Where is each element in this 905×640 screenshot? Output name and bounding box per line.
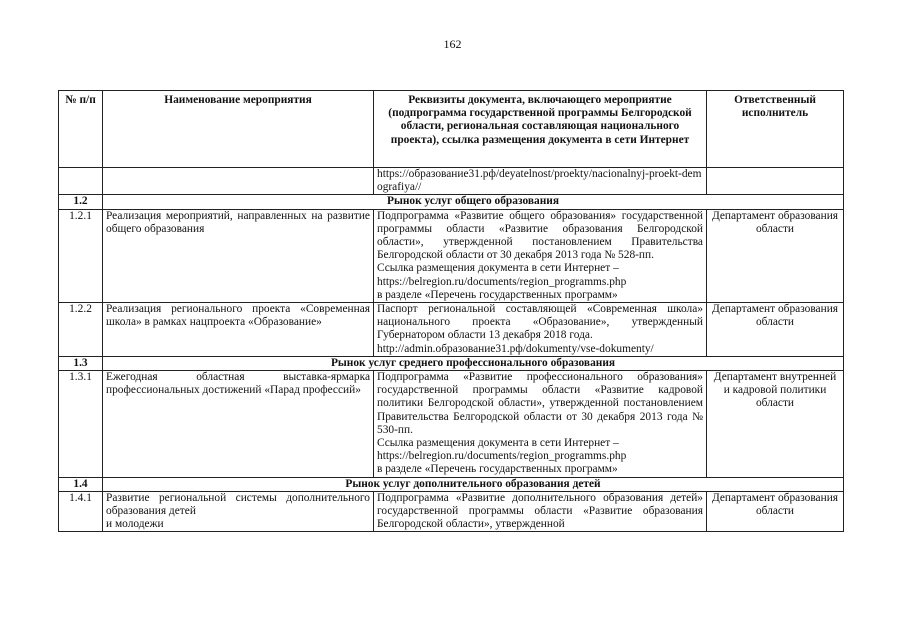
doc-link[interactable]: https://belregion.ru/documents/region_programms.php: [377, 275, 627, 288]
table-row-1-2-2: [59, 303, 844, 357]
row-doc: [374, 209, 707, 302]
table-row-1-4-1: [59, 491, 844, 532]
row-name: Ежегодная областная выставка-ярмарка профессиональных достижений «Парад профессий»: [103, 371, 374, 478]
row-executor: [707, 371, 844, 478]
section-num: 1.3: [59, 356, 103, 370]
doc-text: Паспорт региональной составляющей «Современная школа» национального проекта «Образование», утвержденный Губернатором области 13 декабря 2018 года.: [377, 303, 703, 342]
header-name: Наименование мероприятия: [103, 91, 374, 168]
row-doc: [374, 303, 707, 357]
header-doc: Реквизиты документа, включающего мероприятие (подпрограмма государственной программы Белгородской области, региональная составляющая национального проекта), ссылка размещения документа в сети Интернет: [374, 91, 707, 168]
executor-line: Департамент внутренней: [713, 371, 837, 384]
table-row-continuation: [59, 168, 844, 195]
header-num: № п/п: [59, 91, 103, 168]
table-row-1-2-1: [59, 209, 844, 302]
section-num: 1.4: [59, 477, 103, 491]
doc-text: Подпрограмма «Развитие общего образования» государственной программы области «Развитие образования Белгородской области», утвержденной постановлением Правительства Белгородской области от 30 декабря 2013 года № 528-пп.: [377, 209, 703, 262]
row-num: 1.4.1: [59, 491, 103, 532]
doc-link-label: Ссылка размещения документа в сети Интернет –: [377, 262, 619, 275]
section-title: Рынок услуг дополнительного образования детей: [103, 477, 844, 491]
row-name-text: Развитие региональной системы дополнительного образования детей: [106, 491, 370, 518]
row-executor: Департамент образования области: [707, 491, 844, 532]
measures-table: [58, 90, 844, 532]
row-doc: [374, 371, 707, 478]
row-num: 1.2.1: [59, 209, 103, 302]
doc-link-label: Ссылка размещения документа в сети Интернет –: [377, 437, 619, 450]
doc-link-suffix: в разделе «Перечень государственных программ»: [377, 288, 618, 301]
row-name: [103, 491, 374, 532]
executor-line: и кадровой политики области: [723, 384, 827, 410]
section-num: 1.2: [59, 195, 103, 209]
row-doc: Подпрограмма «Развитие дополнительного образования детей» государственной программы области «Развитие образования Белгородской области», утвержденной: [374, 491, 707, 532]
row-name: Реализация мероприятий, направленных на развитие общего образования: [103, 209, 374, 302]
section-title: Рынок услуг среднего профессионального образования: [103, 356, 844, 370]
doc-link-suffix: в разделе «Перечень государственных программ»: [377, 463, 618, 476]
doc-link[interactable]: http://admin.образование31.рф/dokumenty/vse-dokumenty/: [377, 342, 654, 355]
row-name-text: и молодежи: [106, 518, 164, 531]
table-header-row: [59, 91, 844, 168]
row-executor: Департамент образования области: [707, 303, 844, 357]
row-num: 1.2.2: [59, 303, 103, 357]
doc-link-continuation: https://образование31.рф/deyatelnost/proekty/nacionalnyj-proekt-demografiya//: [374, 168, 707, 195]
header-exec: Ответственный исполнитель: [707, 91, 844, 168]
section-row-1-4: [59, 477, 844, 491]
section-row-1-2: [59, 195, 844, 209]
doc-link[interactable]: https://belregion.ru/documents/region_programms.php: [377, 450, 627, 463]
table-row-1-3-1: [59, 371, 844, 478]
row-executor: Департамент образования области: [707, 209, 844, 302]
doc-text: Подпрограмма «Развитие профессионального образования» государственной программы области «Развитие кадровой политики Белгородской области», утвержденной постановлением Правительства Белгородской области от 30 декабря 2013 года № 530-пп.: [377, 371, 703, 436]
row-name: Реализация регионального проекта «Современная школа» в рамках нацпроекта «Образование»: [103, 303, 374, 357]
section-row-1-3: [59, 356, 844, 370]
section-title: Рынок услуг общего образования: [103, 195, 844, 209]
row-num: 1.3.1: [59, 371, 103, 478]
page-number: 162: [443, 37, 462, 51]
